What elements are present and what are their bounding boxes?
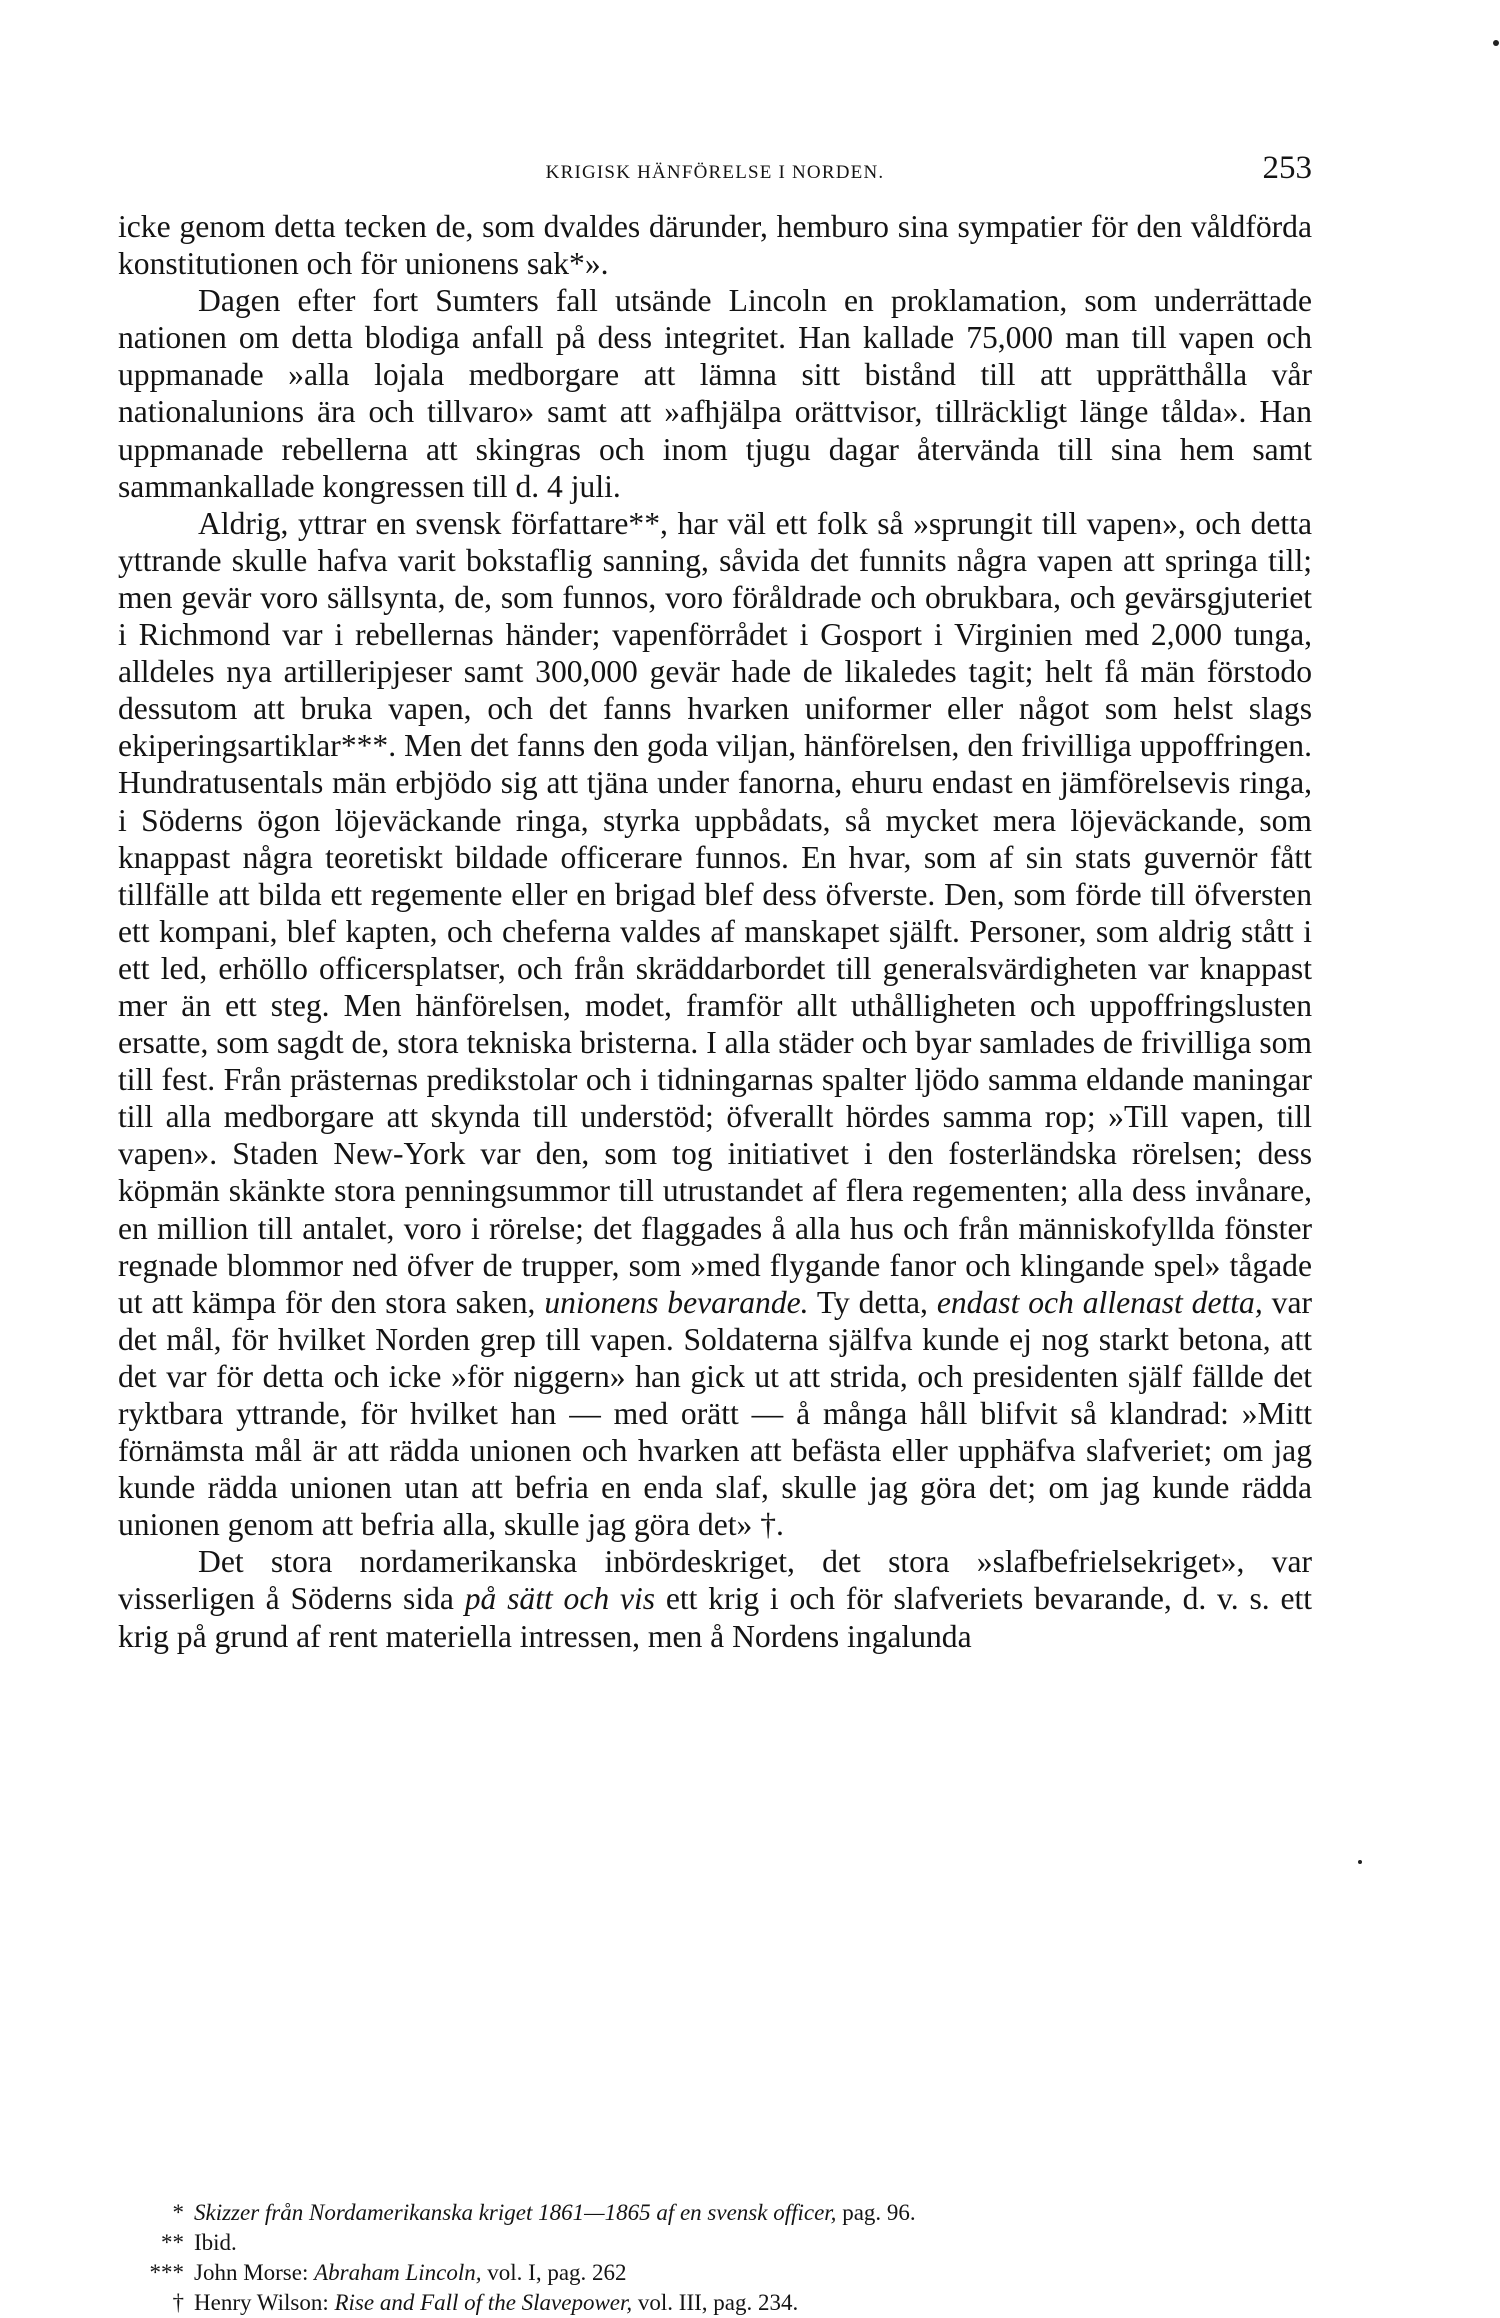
- paragraph-4-end: ett krig i och för slafveriets bevarande, d. v. s. ett krig på grund af rent materiella intressen, men å Nordens ingalunda: [118, 1581, 1313, 1654]
- paragraph-3: [118, 505, 1312, 1544]
- emphasis-unionens-bevarande: unionens bevarande.: [544, 1284, 809, 1320]
- footnote-title: Skizzer från Nordamerikanska kriget 1861—1865 af en svensk officer,: [194, 2200, 837, 2225]
- footnote-ref: Ibid.: [194, 2230, 237, 2255]
- footnote-2: [118, 2228, 1312, 2258]
- paragraph-4-start: Det stora nordamerikanska inbördeskriget, det stora »slafbefrielsekriget», var visserligen å Söderns sida: [118, 1544, 1312, 1617]
- paragraph-3-text: Aldrig, yttrar en svensk författare**, har väl ett folk så »sprungit till vapen», och detta yttrande skulle hafva varit bokstaflig sanning, såvida det funnits några vapen att springa till; men gevär voro sällsynta, de, som funnos, voro föråldrade och obrukbara, och gevärsgjuteriet i Richmond var i rebellernas händer; vapenförrådet i Gosport i Virginien med 2,000 tunga, alldeles nya artilleripjeser samt 300,000 gevär hade de likaledes tagit; helt få män förstodo dessutom att bruka vapen, och det fanns hvarken uniformer eller något som helst slags ekiperingsartiklar***. Men det fanns den goda viljan, hänförelsen, den frivilliga uppoffringen. Hundratusentals män erbjödo sig att tjäna under fanorna, ehuru endast en jämförelsevis ringa, i Söderns ögon löjeväckande ringa, styrka uppbådats, så mycket mera löjeväckande, som knappast några teoretiskt bildade officerare funnos. En hvar, som af sin stats guvernör fått tillfälle att bilda ett regemente eller en brigad blef dess öfverste. Den, som förde till öfversten ett kompani, blef kapten, och cheferna valdes af manskapet själft. Personer, som aldrig stått i ett led, erhöllo officersplatser, och från skräddarbordet till generalsvärdigheten var knappast mer än ett steg. Men hänförelsen, modet, framför allt uthålligheten och uppoffringslusten ersatte, som sagdt de, stora tekniska bristerna. I alla städer och byar samlades de frivilliga som till fest. Från prästernas predikstolar och i tidningarnas spalter ljödo samma eldande maningar till alla medborgare att skynda till understöd; öfverallt hördes samma rop; »Till vapen, till vapen». Staden New-York var den, som tog initiativet i den fosterländska rörelsen; dess köpmän skänkte stora penningsummor till utrustandet af flera regementen; alla dess invånare, en million till antalet, voro i rörelse; det flaggades å alla hus och från människofyllda fönster regnade blommor ned öfver de trupper, som »med flygande fanor och klingande spel» tågade ut att kämpa för den stora saken,: [118, 505, 1312, 1320]
- footnote-mark: †: [172, 2290, 184, 2315]
- ink-speck: [1358, 1860, 1362, 1864]
- footnote-ref: vol. I, pag. 262: [487, 2260, 627, 2285]
- footnote-author: Henry Wilson:: [194, 2290, 329, 2315]
- footnote-author: John Morse:: [194, 2260, 309, 2285]
- footnote-mark: *: [172, 2200, 184, 2225]
- running-title: KRIGISK HÄNFÖRELSE I NORDEN.: [545, 162, 885, 183]
- paragraph-4: [118, 1543, 1312, 1654]
- footnote-ref: vol. III, pag. 234.: [637, 2290, 799, 2315]
- paragraph-3-mid: Ty detta,: [816, 1284, 928, 1320]
- body-text: [118, 208, 1312, 1655]
- footnote-3: [118, 2258, 1312, 2288]
- paragraph-1: icke genom detta tecken de, som dvaldes därunder, hemburo sina sympatier för den våldförda konstitutionen och för unionens sak*».: [118, 209, 1312, 282]
- paragraph-2: Dagen efter fort Sumters fall utsände Lincoln en proklamation, som underrättade nationen om detta blodiga anfall på dess integritet. Han kallade 75,000 man till vapen och uppmanade »alla lojala medborgare att lämna sitt bistånd till att upprätthålla vår nationalunions ära och tillvaro» samt att »afhjälpa orättvisor, tillräckligt länge tålda». Han uppmanade rebellerna att skingras och inom tjugu dagar återvända till sina hem samt sammankallade kongressen till d. 4 juli.: [118, 283, 1312, 504]
- footnotes: [118, 2198, 1312, 2318]
- paragraph-3-end: var det mål, för hvilket Norden grep till vapen. Soldaterna själfva kunde ej nog starkt betona, att det var för detta och icke »för niggern» han gick ut att strida, och presidenten själf fällde det ryktbara yttrande, för hvilket han — med orätt — å många håll blifvit så klandrad: »Mitt förnämsta mål är att rädda unionen och hvarken att befästa eller upphäfva slafveriet; om jag kunde rädda unionen utan att befria en enda slaf, skulle jag göra det; om jag kunde rädda unionen genom att befria alla, skulle jag göra det» †.: [118, 1284, 1312, 1543]
- footnote-mark: **: [161, 2230, 184, 2255]
- emphasis-pa-satt-och-vis: på sätt och vis: [464, 1581, 656, 1617]
- emphasis-endast-och-allenast: endast och allenast detta,: [936, 1284, 1263, 1320]
- footnote-1: [118, 2198, 1312, 2228]
- running-head: [118, 150, 1312, 190]
- ink-speck: [1493, 40, 1499, 46]
- page-number: 253: [1262, 150, 1312, 186]
- footnote-mark: ***: [149, 2260, 184, 2285]
- footnote-4: [118, 2288, 1312, 2318]
- footnote-title: Rise and Fall of the Slavepower,: [334, 2290, 633, 2315]
- footnote-ref: pag. 96.: [842, 2200, 916, 2225]
- footnote-title: Abraham Lincoln,: [314, 2260, 482, 2285]
